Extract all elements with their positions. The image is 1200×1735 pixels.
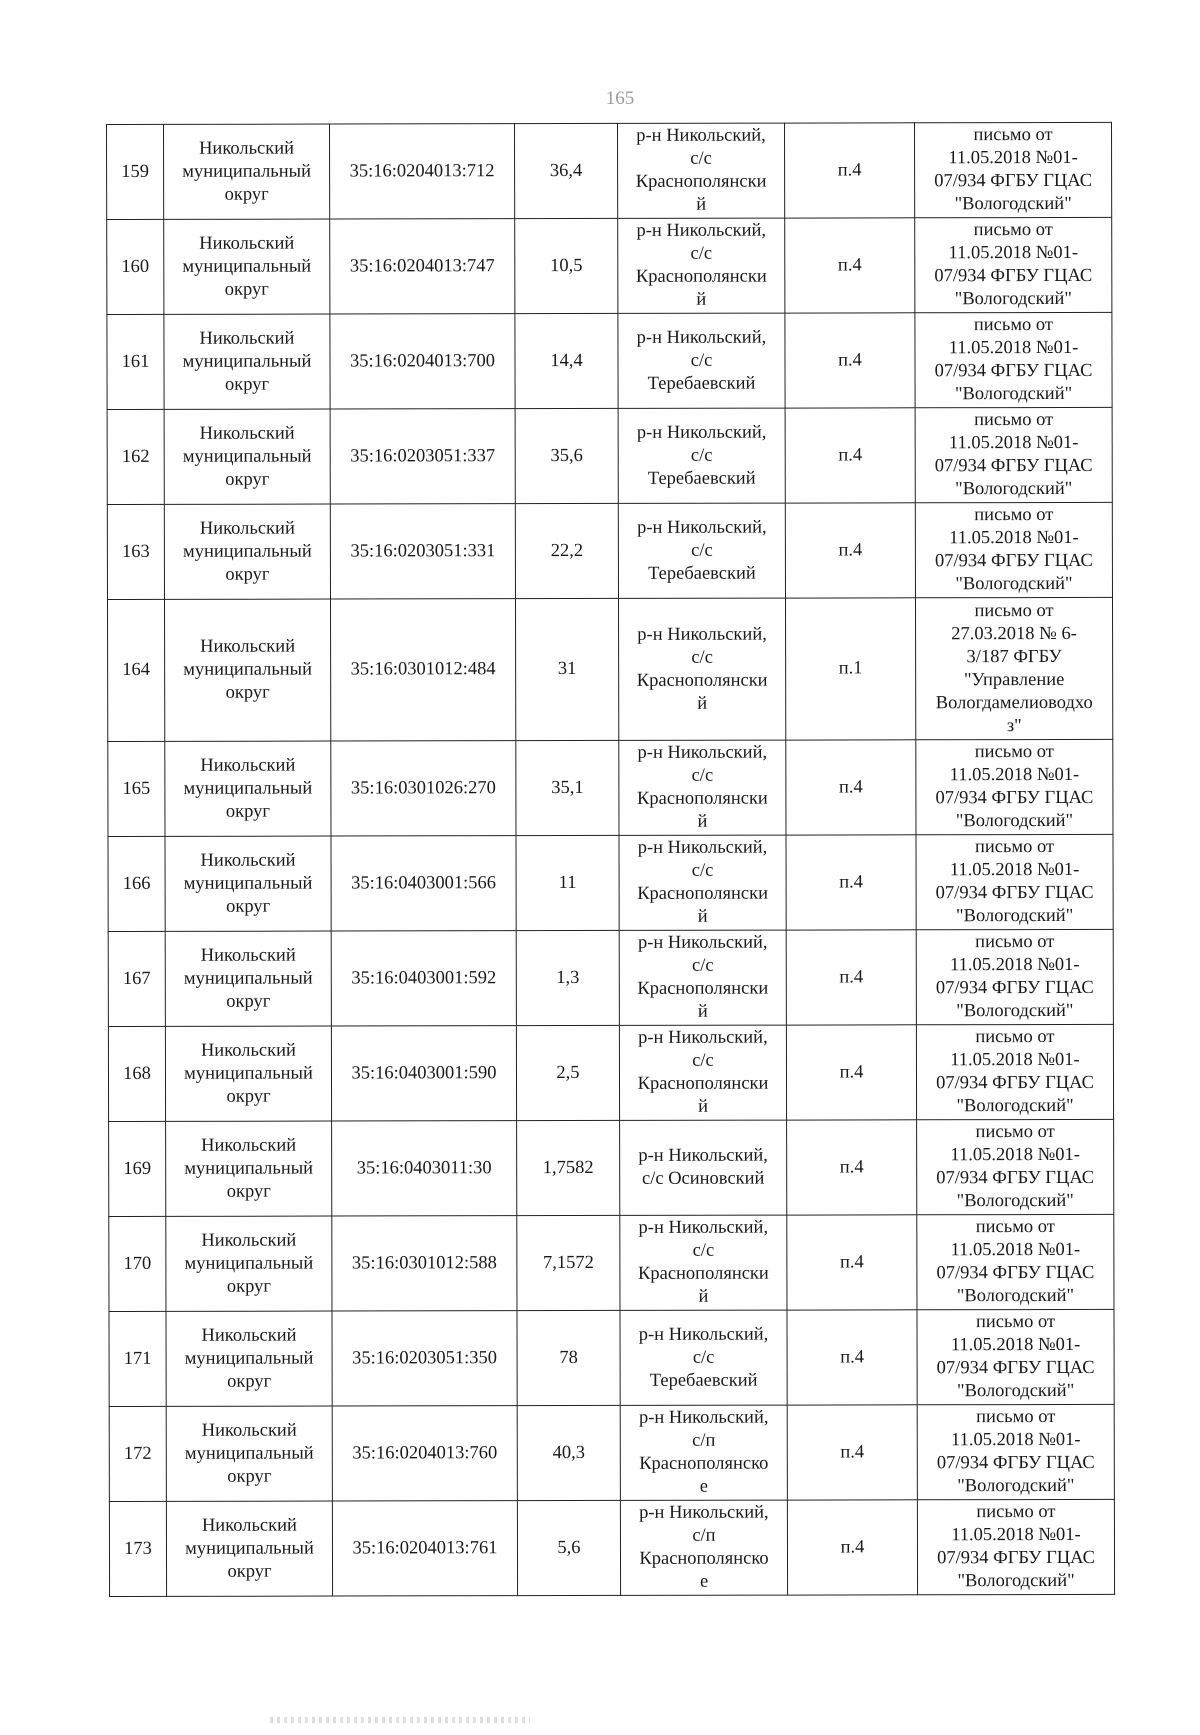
municipality-cell: Никольский муниципальный округ: [166, 1501, 332, 1596]
location-cell: р-н Никольский, с/с Краснополянски й: [619, 740, 786, 835]
area-cell: 40,3: [517, 1405, 620, 1500]
cadastral-number-cell: 35:16:0204013:761: [332, 1501, 517, 1596]
cadastral-number-cell: 35:16:0204013:712: [330, 124, 515, 219]
cadastral-number-cell: 35:16:0403001:566: [331, 836, 516, 931]
area-cell: 2,5: [516, 1025, 619, 1120]
cadastral-number-cell: 35:16:0301012:484: [330, 599, 515, 741]
basis-document-cell: письмо от 11.05.2018 №01- 07/934 ФГБУ ГЦАС "Вологодский": [915, 502, 1112, 597]
table-row: [107, 597, 1112, 741]
basis-document-cell: письмо от 11.05.2018 №01- 07/934 ФГБУ ГЦАС "Вологодский": [917, 1499, 1114, 1594]
area-cell: 36,4: [515, 123, 618, 218]
municipality-cell: Никольский муниципальный округ: [165, 836, 331, 931]
basis-document-cell: письмо от 11.05.2018 №01- 07/934 ФГБУ ГЦАС "Вологодский": [917, 1309, 1114, 1404]
clause-cell: п.1: [785, 598, 915, 740]
clause-cell: п.4: [785, 313, 915, 408]
location-cell: р-н Никольский, с/с Теребаевский: [618, 313, 785, 408]
land-registry-table: [106, 122, 1115, 1597]
table-row: [109, 1499, 1114, 1596]
cadastral-number-cell: 35:16:0204013:700: [330, 314, 515, 409]
row-number-cell: 171: [109, 1311, 166, 1406]
page-number: 165: [605, 88, 635, 109]
basis-document-cell: письмо от 11.05.2018 №01- 07/934 ФГБУ ГЦАС "Вологодский": [916, 739, 1113, 834]
row-number-cell: 166: [108, 836, 165, 931]
cadastral-number-cell: 35:16:0204013:760: [332, 1406, 517, 1501]
location-cell: р-н Никольский, с/с Краснополянски й: [617, 123, 784, 218]
table-row: [109, 1214, 1114, 1311]
area-cell: 31: [515, 598, 618, 740]
municipality-cell: Никольский муниципальный округ: [164, 314, 330, 409]
municipality-cell: Никольский муниципальный округ: [166, 1216, 332, 1311]
area-cell: 11: [516, 835, 619, 930]
location-cell: р-н Никольский, с/с Теребаевский: [620, 1310, 787, 1405]
municipality-cell: Никольский муниципальный округ: [166, 1406, 332, 1501]
municipality-cell: Никольский муниципальный округ: [166, 1311, 332, 1406]
basis-document-cell: письмо от 11.05.2018 №01- 07/934 ФГБУ ГЦАС "Вологодский": [916, 1024, 1113, 1119]
area-cell: 10,5: [515, 218, 618, 313]
location-cell: р-н Никольский, с/п Краснополянско е: [620, 1500, 787, 1595]
area-cell: 22,2: [515, 503, 618, 598]
location-cell: р-н Никольский, с/с Осиновский: [620, 1120, 787, 1215]
municipality-cell: Никольский муниципальный округ: [164, 219, 330, 314]
location-cell: р-н Никольский, с/с Краснополянски й: [619, 1025, 786, 1120]
municipality-cell: Никольский муниципальный округ: [165, 1026, 331, 1121]
location-cell: р-н Никольский, с/с Краснополянски й: [619, 930, 786, 1025]
row-number-cell: 173: [109, 1501, 166, 1596]
municipality-cell: Никольский муниципальный округ: [164, 504, 330, 599]
table-row: [107, 217, 1112, 314]
area-cell: 78: [517, 1310, 620, 1405]
basis-document-cell: письмо от 11.05.2018 №01- 07/934 ФГБУ ГЦАС "Вологодский": [917, 1404, 1114, 1499]
table-row: [108, 739, 1113, 836]
scan-artifact: [270, 1717, 530, 1723]
basis-document-cell: письмо от 11.05.2018 №01- 07/934 ФГБУ ГЦАС "Вологодский": [916, 929, 1113, 1024]
row-number-cell: 165: [108, 741, 165, 836]
municipality-cell: Никольский муниципальный округ: [164, 599, 330, 741]
table-row: [108, 1024, 1113, 1121]
municipality-cell: Никольский муниципальный округ: [164, 409, 330, 504]
cadastral-number-cell: 35:16:0301026:270: [331, 741, 516, 836]
area-cell: 1,3: [516, 930, 619, 1025]
table-row: [107, 502, 1112, 599]
municipality-cell: Никольский муниципальный округ: [165, 931, 331, 1026]
area-cell: 35,6: [515, 408, 618, 503]
area-cell: 7,1572: [517, 1215, 620, 1310]
location-cell: р-н Никольский, с/п Краснополянско е: [620, 1405, 787, 1500]
row-number-cell: 159: [107, 124, 164, 219]
municipality-cell: Никольский муниципальный округ: [164, 124, 330, 219]
clause-cell: п.4: [787, 1405, 917, 1500]
row-number-cell: 162: [107, 409, 164, 504]
table-row: [107, 312, 1112, 409]
location-cell: р-н Никольский, с/с Теребаевский: [618, 408, 785, 503]
table-row: [109, 1309, 1114, 1406]
cadastral-number-cell: 35:16:0403001:592: [331, 931, 516, 1026]
location-cell: р-н Никольский, с/с Теребаевский: [618, 503, 785, 598]
basis-document-cell: письмо от 11.05.2018 №01- 07/934 ФГБУ ГЦАС "Вологодский": [915, 312, 1112, 407]
clause-cell: п.4: [787, 1215, 917, 1310]
table-row: [107, 407, 1112, 504]
table-body: [107, 122, 1115, 1596]
area-cell: 35,1: [516, 740, 619, 835]
basis-document-cell: письмо от 11.05.2018 №01- 07/934 ФГБУ ГЦАС "Вологодский": [915, 217, 1112, 312]
basis-document-cell: письмо от 11.05.2018 №01- 07/934 ФГБУ ГЦАС "Вологодский": [914, 122, 1111, 217]
clause-cell: п.4: [784, 123, 914, 218]
basis-document-cell: письмо от 27.03.2018 № 6- 3/187 ФГБУ "Управление Вологдамелиоводхо з": [915, 597, 1112, 739]
row-number-cell: 163: [107, 504, 164, 599]
clause-cell: п.4: [787, 1120, 917, 1215]
row-number-cell: 160: [107, 219, 164, 314]
location-cell: р-н Никольский, с/с Краснополянски й: [618, 598, 785, 740]
location-cell: р-н Никольский, с/с Краснополянски й: [618, 218, 785, 313]
table-row: [109, 1404, 1114, 1501]
table-row: [108, 834, 1113, 931]
basis-document-cell: письмо от 11.05.2018 №01- 07/934 ФГБУ ГЦАС "Вологодский": [916, 834, 1113, 929]
municipality-cell: Никольский муниципальный округ: [166, 1121, 332, 1216]
cadastral-number-cell: 35:16:0403011:30: [332, 1121, 517, 1216]
table-row: [107, 122, 1112, 219]
clause-cell: п.4: [786, 1025, 916, 1120]
clause-cell: п.4: [785, 408, 915, 503]
row-number-cell: 170: [109, 1216, 166, 1311]
row-number-cell: 168: [108, 1026, 165, 1121]
location-cell: р-н Никольский, с/с Краснополянски й: [620, 1215, 787, 1310]
table-row: [108, 929, 1113, 1026]
cadastral-number-cell: 35:16:0203051:331: [330, 504, 515, 599]
basis-document-cell: письмо от 11.05.2018 №01- 07/934 ФГБУ ГЦАС "Вологодский": [917, 1214, 1114, 1309]
basis-document-cell: письмо от 11.05.2018 №01- 07/934 ФГБУ ГЦАС "Вологодский": [917, 1119, 1114, 1214]
location-cell: р-н Никольский, с/с Краснополянски й: [619, 835, 786, 930]
clause-cell: п.4: [787, 1310, 917, 1405]
municipality-cell: Никольский муниципальный округ: [165, 741, 331, 836]
cadastral-number-cell: 35:16:0403001:590: [331, 1026, 516, 1121]
cadastral-number-cell: 35:16:0204013:747: [330, 219, 515, 314]
area-cell: 1,7582: [517, 1120, 620, 1215]
clause-cell: п.4: [787, 1500, 917, 1595]
row-number-cell: 169: [109, 1121, 166, 1216]
area-cell: 14,4: [515, 313, 618, 408]
clause-cell: п.4: [785, 503, 915, 598]
clause-cell: п.4: [786, 930, 916, 1025]
area-cell: 5,6: [517, 1500, 620, 1595]
clause-cell: п.4: [786, 835, 916, 930]
cadastral-number-cell: 35:16:0203051:350: [332, 1311, 517, 1406]
basis-document-cell: письмо от 11.05.2018 №01- 07/934 ФГБУ ГЦАС "Вологодский": [915, 407, 1112, 502]
clause-cell: п.4: [786, 740, 916, 835]
row-number-cell: 164: [107, 599, 164, 741]
cadastral-number-cell: 35:16:0301012:588: [332, 1216, 517, 1311]
row-number-cell: 167: [108, 931, 165, 1026]
cadastral-number-cell: 35:16:0203051:337: [330, 409, 515, 504]
table-row: [109, 1119, 1114, 1216]
row-number-cell: 172: [109, 1406, 166, 1501]
row-number-cell: 161: [107, 314, 164, 409]
clause-cell: п.4: [785, 218, 915, 313]
